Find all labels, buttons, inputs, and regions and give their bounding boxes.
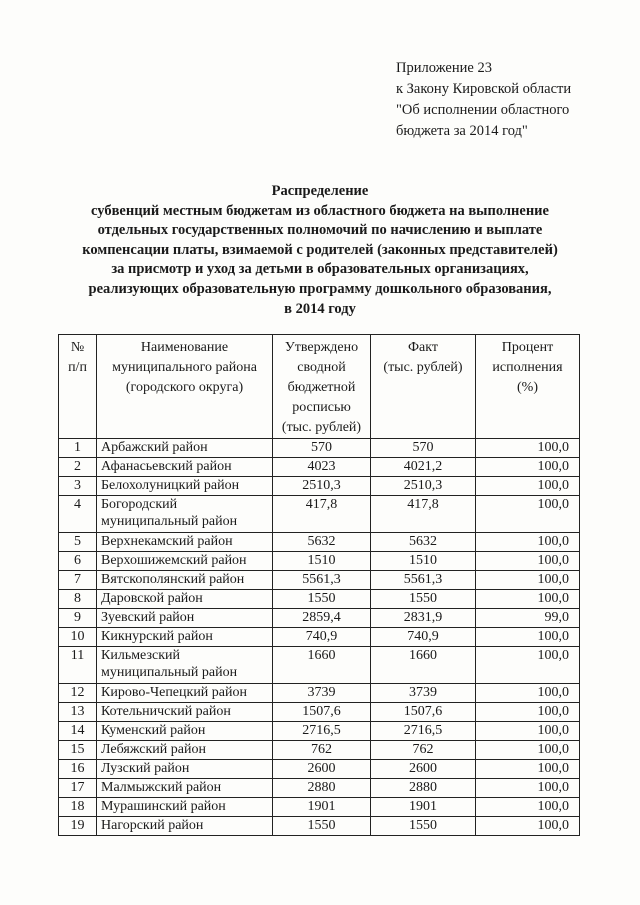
- cell-num: 2: [59, 458, 97, 477]
- cell-fact: 762: [371, 741, 476, 760]
- appendix-line: бюджета за 2014 год": [396, 123, 528, 139]
- header-line: п/п: [68, 360, 87, 375]
- cell-approved: 2510,3: [273, 477, 371, 496]
- table-row: [59, 798, 580, 817]
- title-line: в 2014 году: [284, 300, 356, 317]
- cell-fact: 1507,6: [371, 703, 476, 722]
- table-row: [59, 703, 580, 722]
- cell-num: 4: [59, 496, 97, 533]
- table-row: [59, 741, 580, 760]
- table-row: [59, 496, 580, 533]
- table-row: [59, 779, 580, 798]
- cell-name: Верхнекамский район: [97, 533, 273, 552]
- cell-num: 11: [59, 647, 97, 684]
- appendix-line: "Об исполнении областного: [396, 102, 570, 118]
- cell-fact: 1510: [371, 552, 476, 571]
- cell-approved: 570: [273, 439, 371, 458]
- cell-percent: 100,0: [476, 571, 580, 590]
- cell-name: Кильмезский муниципальный район: [97, 647, 273, 684]
- title-line: компенсации платы, взимаемой с родителей (законных представителей): [82, 241, 558, 258]
- cell-percent: 100,0: [476, 458, 580, 477]
- cell-approved: 2716,5: [273, 722, 371, 741]
- cell-num: 12: [59, 684, 97, 703]
- table-row: [59, 571, 580, 590]
- cell-num: 3: [59, 477, 97, 496]
- title-line: за присмотр и уход за детьми в образовательных организациях,: [111, 261, 529, 278]
- document-title: [60, 182, 580, 319]
- cell-percent: 100,0: [476, 552, 580, 571]
- title-line: отдельных государственных полномочий по начислению и выплате: [97, 222, 543, 239]
- appendix-line: Приложение 23: [396, 60, 492, 76]
- cell-percent: 100,0: [476, 647, 580, 684]
- cell-name: Кикнурский район: [97, 628, 273, 647]
- cell-approved: 1901: [273, 798, 371, 817]
- cell-approved: 1507,6: [273, 703, 371, 722]
- header-line: Наименование: [140, 340, 229, 355]
- header-line: (городского округа): [125, 380, 244, 395]
- cell-approved: 417,8: [273, 496, 371, 533]
- cell-num: 19: [59, 817, 97, 836]
- table-row: [59, 552, 580, 571]
- cell-fact: 4021,2: [371, 458, 476, 477]
- cell-name: Даровской район: [97, 590, 273, 609]
- cell-fact: 5632: [371, 533, 476, 552]
- header-line: №: [70, 340, 85, 355]
- cell-approved: 2859,4: [273, 609, 371, 628]
- cell-percent: 100,0: [476, 779, 580, 798]
- appendix-reference: [396, 58, 571, 142]
- table-row: [59, 647, 580, 684]
- cell-approved: 1550: [273, 590, 371, 609]
- cell-name: Белохолуницкий район: [97, 477, 273, 496]
- cell-approved: 3739: [273, 684, 371, 703]
- cell-num: 10: [59, 628, 97, 647]
- cell-percent: 100,0: [476, 817, 580, 836]
- header-line: исполнения: [492, 360, 563, 375]
- cell-num: 9: [59, 609, 97, 628]
- cell-percent: 99,0: [476, 609, 580, 628]
- cell-fact: 1901: [371, 798, 476, 817]
- cell-name: Лебяжский район: [97, 741, 273, 760]
- cell-name: Кирово-Чепецкий район: [97, 684, 273, 703]
- cell-name: Вятскополянский район: [97, 571, 273, 590]
- header-percent: [476, 335, 580, 439]
- cell-fact: 2716,5: [371, 722, 476, 741]
- cell-percent: 100,0: [476, 722, 580, 741]
- cell-num: 6: [59, 552, 97, 571]
- cell-name: Афанасьевский район: [97, 458, 273, 477]
- table-header-row: [59, 335, 580, 439]
- cell-name: Лузский район: [97, 760, 273, 779]
- table-row: [59, 722, 580, 741]
- cell-name: Малмыжский район: [97, 779, 273, 798]
- cell-fact: 1550: [371, 590, 476, 609]
- header-line: Утверждено: [284, 340, 359, 355]
- cell-name: Мурашинский район: [97, 798, 273, 817]
- cell-percent: 100,0: [476, 703, 580, 722]
- cell-percent: 100,0: [476, 741, 580, 760]
- header-line: сводной: [297, 360, 346, 375]
- cell-name: Куменский район: [97, 722, 273, 741]
- cell-approved: 4023: [273, 458, 371, 477]
- cell-percent: 100,0: [476, 477, 580, 496]
- cell-percent: 100,0: [476, 798, 580, 817]
- cell-fact: 740,9: [371, 628, 476, 647]
- cell-fact: 2510,3: [371, 477, 476, 496]
- cell-name: Нагорский район: [97, 817, 273, 836]
- cell-approved: 1660: [273, 647, 371, 684]
- cell-num: 14: [59, 722, 97, 741]
- cell-name: Зуевский район: [97, 609, 273, 628]
- table-row: [59, 609, 580, 628]
- cell-fact: 2600: [371, 760, 476, 779]
- header-num: [59, 335, 97, 439]
- cell-approved: 1550: [273, 817, 371, 836]
- cell-fact: 3739: [371, 684, 476, 703]
- header-line: росписью: [292, 400, 351, 415]
- table-row: [59, 439, 580, 458]
- appendix-line: к Закону Кировской области: [396, 81, 572, 97]
- cell-percent: 100,0: [476, 496, 580, 533]
- table-row: [59, 533, 580, 552]
- header-line: (тыс. рублей): [281, 420, 362, 435]
- cell-num: 8: [59, 590, 97, 609]
- cell-approved: 1510: [273, 552, 371, 571]
- table-row: [59, 628, 580, 647]
- cell-percent: 100,0: [476, 628, 580, 647]
- cell-num: 16: [59, 760, 97, 779]
- table-row: [59, 477, 580, 496]
- cell-percent: 100,0: [476, 439, 580, 458]
- cell-name: Богородский муниципальный район: [97, 496, 273, 533]
- cell-name: Верхошижемский район: [97, 552, 273, 571]
- header-name: [97, 335, 273, 439]
- cell-percent: 100,0: [476, 533, 580, 552]
- header-line: бюджетной: [287, 380, 356, 395]
- table-row: [59, 684, 580, 703]
- cell-approved: 740,9: [273, 628, 371, 647]
- cell-fact: 2880: [371, 779, 476, 798]
- cell-name: Арбажский район: [97, 439, 273, 458]
- cell-percent: 100,0: [476, 684, 580, 703]
- header-approved: [273, 335, 371, 439]
- cell-approved: 762: [273, 741, 371, 760]
- cell-fact: 5561,3: [371, 571, 476, 590]
- header-line: Факт: [407, 340, 438, 355]
- title-line: субвенций местным бюджетам из областного бюджета на выполнение: [91, 202, 549, 219]
- cell-num: 5: [59, 533, 97, 552]
- cell-approved: 2600: [273, 760, 371, 779]
- header-line: Процент: [501, 340, 554, 355]
- cell-percent: 100,0: [476, 590, 580, 609]
- cell-num: 17: [59, 779, 97, 798]
- cell-percent: 100,0: [476, 760, 580, 779]
- cell-approved: 5561,3: [273, 571, 371, 590]
- cell-approved: 5632: [273, 533, 371, 552]
- header-line: (%): [517, 380, 538, 395]
- cell-fact: 2831,9: [371, 609, 476, 628]
- title-line: реализующих образовательную программу дошкольного образования,: [88, 280, 552, 297]
- cell-fact: 1550: [371, 817, 476, 836]
- table-row: [59, 817, 580, 836]
- cell-num: 7: [59, 571, 97, 590]
- table-row: [59, 458, 580, 477]
- cell-num: 1: [59, 439, 97, 458]
- cell-fact: 417,8: [371, 496, 476, 533]
- table-row: [59, 760, 580, 779]
- cell-approved: 2880: [273, 779, 371, 798]
- cell-num: 15: [59, 741, 97, 760]
- title-line: Распределение: [271, 183, 369, 199]
- cell-fact: 1660: [371, 647, 476, 684]
- cell-num: 13: [59, 703, 97, 722]
- header-fact: [371, 335, 476, 439]
- cell-name: Котельничский район: [97, 703, 273, 722]
- cell-num: 18: [59, 798, 97, 817]
- header-line: (тыс. рублей): [383, 360, 463, 375]
- cell-fact: 570: [371, 439, 476, 458]
- subventions-table: [58, 334, 580, 836]
- table-row: [59, 590, 580, 609]
- header-line: муниципального района: [112, 360, 257, 375]
